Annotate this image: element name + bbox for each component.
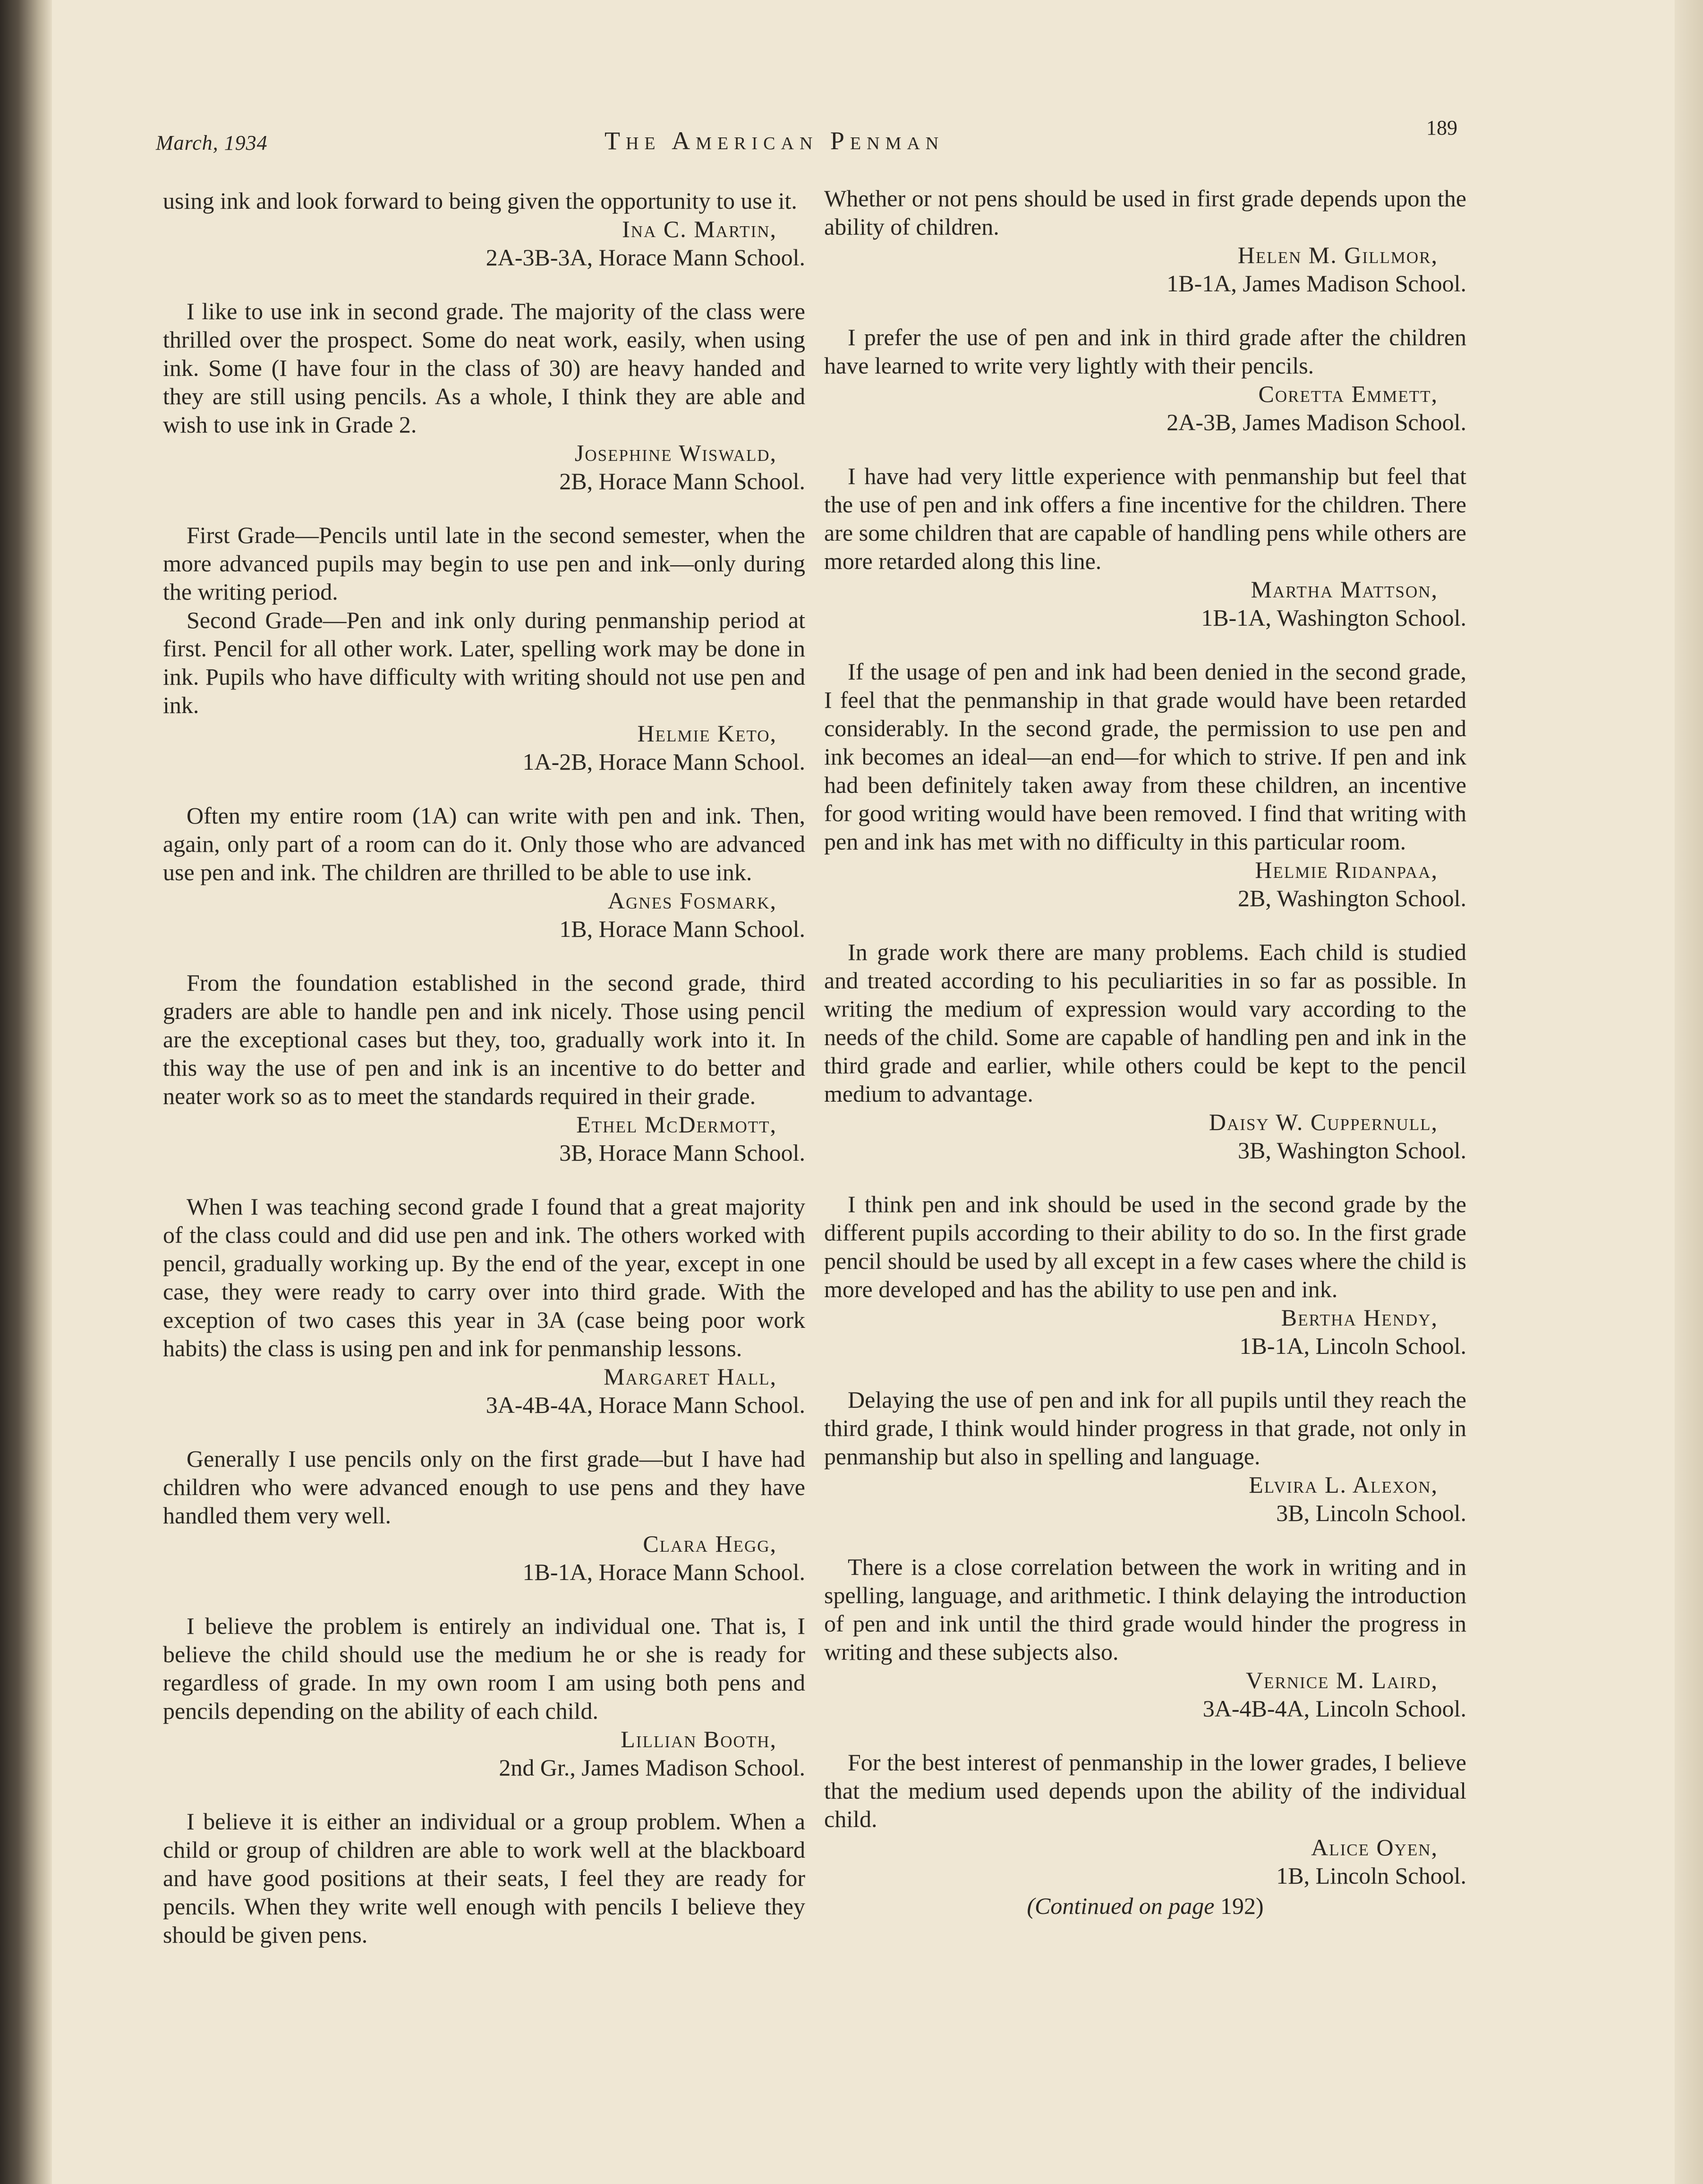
signature	[824, 380, 1466, 436]
letter-entry	[163, 1445, 805, 1586]
letter-body	[163, 521, 805, 719]
paragraph: Second Grade—Pen and ink only during penmanship period at first. Pencil for all other work. Later, spelling work may be done in ink. Pupils who have difficulty with writing should not use pen and ink.	[163, 607, 805, 718]
letter-body	[163, 801, 805, 886]
paragraph: I prefer the use of pen and ink in third grade after the children have learned to write very lightly with their pencils.	[824, 324, 1466, 379]
right-column	[824, 184, 1466, 1920]
author-name: Margaret Hall,	[604, 1363, 777, 1390]
author-school: 3B, Lincoln School.	[1276, 1500, 1466, 1526]
paragraph: Generally I use pencils only on the first grade—but I have had children who were advanced enough to use pens and they have handled them very well.	[163, 1445, 805, 1529]
letter-body	[824, 1190, 1466, 1303]
signature	[163, 1725, 805, 1782]
signature	[824, 1833, 1466, 1890]
author-school: 1B, Lincoln School.	[1276, 1862, 1466, 1889]
continued-notice	[824, 1892, 1466, 1920]
paragraph: From the foundation established in the second grade, third graders are able to handle pen and ink nicely. Those using pencil are the exceptional cases but they, too, gradually work into it. In this way the use of pen and ink is an incentive to do better and neater work so as to meet the standards required in their grade.	[163, 969, 805, 1109]
letter-body	[163, 969, 805, 1110]
letter-body	[163, 1612, 805, 1725]
author-name: Elvira L. Alexon,	[1249, 1471, 1438, 1498]
letter-entry	[824, 323, 1466, 436]
author-name: Lillian Booth,	[621, 1726, 777, 1752]
paragraph: Delaying the use of pen and ink for all pupils until they reach the third grade, I think would hinder progress in that grade, not only in penmanship but also in spelling and language.	[824, 1386, 1466, 1470]
continued-label: (Continued on page	[1027, 1893, 1215, 1919]
letter-body	[824, 1553, 1466, 1666]
letter-body	[824, 184, 1466, 241]
author-name: Vernice M. Laird,	[1245, 1667, 1438, 1693]
paragraph: In grade work there are many problems. Each child is studied and treated according to his peculiarities in so far as possible. In writing the medium of expression would vary according to the needs of the child. Some are capable of handling pen and ink in the third grade and earlier, while others could be kept to the pencil medium to advantage.	[824, 939, 1466, 1107]
signature	[824, 856, 1466, 912]
author-name: Clara Hegg,	[643, 1530, 777, 1557]
paragraph: There is a close correlation between the work in writing and in spelling, language, and arithmetic. I think delaying the introduction of pen and ink until the third grade would hinder the progress in writing and these subjects also.	[824, 1554, 1466, 1665]
signature	[163, 1362, 805, 1419]
letter-entry	[824, 1748, 1466, 1890]
signature	[163, 1530, 805, 1586]
book-binding-shadow	[0, 0, 52, 2184]
signature	[824, 1303, 1466, 1360]
left-column	[163, 187, 805, 1974]
author-name: Bertha Hendy,	[1281, 1304, 1438, 1331]
author-school: 3A-4B-4A, Lincoln School.	[1202, 1695, 1466, 1722]
letter-body	[824, 462, 1466, 575]
author-name: Agnes Fosmark,	[607, 887, 777, 914]
author-school: 3B, Washington School.	[1238, 1137, 1466, 1164]
author-name: Helen M. Gillmor,	[1237, 242, 1438, 268]
author-name: Alice Oyen,	[1311, 1834, 1438, 1861]
letter-body	[163, 187, 805, 215]
signature	[163, 215, 805, 272]
letter-entry	[824, 657, 1466, 912]
letter-body	[824, 1748, 1466, 1833]
author-school: 1B-1A, Horace Mann School.	[522, 1559, 805, 1585]
letter-entry	[163, 521, 805, 776]
author-name: Ina C. Martin,	[622, 216, 777, 242]
signature	[163, 719, 805, 776]
author-school: 1A-2B, Horace Mann School.	[522, 748, 805, 775]
page-edge	[1675, 0, 1703, 2184]
paragraph: I have had very little experience with penmanship but feel that the use of pen and ink offers a fine incentive for the children. There are some children that are capable of handling pens while others are more retarded along this line.	[824, 463, 1466, 574]
letter-body	[824, 938, 1466, 1108]
author-school: 1B-1A, Washington School.	[1201, 604, 1466, 631]
letter-entry	[163, 1807, 805, 1949]
continued-page: 192)	[1220, 1893, 1264, 1919]
author-school: 2B, Horace Mann School.	[559, 468, 805, 494]
author-name: Helmie Keto,	[637, 720, 777, 747]
author-school: 2A-3B, James Madison School.	[1167, 409, 1466, 435]
letter-body	[163, 1807, 805, 1949]
paragraph: Whether or not pens should be used in first grade depends upon the ability of children.	[824, 185, 1466, 240]
paragraph: I like to use ink in second grade. The majority of the class were thrilled over the prospect. Some do neat work, easily, when using ink. Some (I have four in the class of 30) are heavy handed and they are still using pencils. As a whole, I think they are able and wish to use ink in Grade 2.	[163, 298, 805, 438]
page-number: 189	[1426, 116, 1457, 139]
author-school: 2nd Gr., James Madison School.	[499, 1754, 805, 1781]
letter-entry	[824, 184, 1466, 297]
author-school: 2B, Washington School.	[1238, 885, 1466, 911]
author-school: 3A-4B-4A, Horace Mann School.	[485, 1392, 805, 1418]
issue-date: March, 1934	[156, 131, 268, 154]
paragraph: I believe the problem is entirely an individual one. That is, I believe the child should use the medium he or she is ready for regardless of grade. In my own room I am using both pens and pencils depending on the ability of each child.	[163, 1613, 805, 1724]
author-school: 1B, Horace Mann School.	[559, 916, 805, 942]
author-school: 2A-3B-3A, Horace Mann School.	[485, 244, 805, 271]
signature	[824, 1470, 1466, 1527]
signature	[824, 241, 1466, 297]
paragraph: Often my entire room (1A) can write with pen and ink. Then, again, only part of a room can do it. Only those who are advanced use pen and ink. The children are thrilled to be able to use ink.	[163, 802, 805, 885]
letter-entry	[163, 1192, 805, 1419]
letter-body	[163, 1445, 805, 1530]
paragraph: When I was teaching second grade I found that a great majority of the class could and did use pen and ink. The others worked with pencil, gradually working up. By the end of the year, except in one case, they were ready to carry over into third grade. With the exception of two cases this year in 3A (case being poor work habits) the class is using pen and ink for penmanship lessons.	[163, 1193, 805, 1361]
letter-entry	[824, 462, 1466, 632]
letter-body	[824, 1385, 1466, 1470]
letter-entry	[824, 1553, 1466, 1723]
author-name: Coretta Emmett,	[1258, 381, 1438, 407]
letter-entry	[163, 1612, 805, 1782]
letter-body	[824, 323, 1466, 380]
paragraph: using ink and look forward to being given the opportunity to use it.	[163, 187, 797, 214]
author-school: 3B, Horace Mann School.	[559, 1139, 805, 1166]
signature	[163, 1110, 805, 1167]
letter-entry	[163, 801, 805, 943]
paragraph: For the best interest of penmanship in the lower grades, I believe that the medium used depends upon the ability of the individual child.	[824, 1749, 1466, 1832]
paragraph: I believe it is either an individual or a group problem. When a child or group of children are able to work well at the blackboard and have good positions at their seats, I feel they are ready for pencils. When they write well enough with pencils I believe they should be given pens.	[163, 1808, 805, 1948]
author-name: Martha Mattson,	[1251, 576, 1438, 603]
author-name: Daisy W. Cuppernull,	[1209, 1109, 1438, 1135]
journal-title: The American Penman	[605, 127, 945, 155]
author-name: Josephine Wiswald,	[574, 440, 777, 466]
running-header	[156, 116, 1473, 163]
signature	[163, 439, 805, 495]
letter-entry	[824, 938, 1466, 1164]
letter-body	[163, 297, 805, 439]
paragraph: First Grade—Pencils until late in the second semester, when the more advanced pupils may begin to use pen and ink—only during the writing period.	[163, 522, 805, 605]
signature	[824, 575, 1466, 632]
author-school: 1B-1A, James Madison School.	[1167, 270, 1466, 297]
letter-body	[824, 657, 1466, 856]
signature	[824, 1666, 1466, 1723]
letter-entry	[163, 187, 805, 272]
signature	[824, 1108, 1466, 1164]
author-name: Helmie Ridanpaa,	[1255, 857, 1438, 883]
letter-body	[163, 1192, 805, 1362]
letter-entry	[824, 1385, 1466, 1527]
signature	[163, 886, 805, 943]
paragraph: If the usage of pen and ink had been denied in the second grade, I feel that the penmanship in that grade would have been retarded considerably. In the second grade, the permission to use pen and ink becomes an ideal—an end—for which to strive. If pen and ink had been definitely taken away from these children, an incentive for good writing would have been removed. I find that writing with pen and ink has met with no difficulty in this particular room.	[824, 658, 1466, 855]
author-name: Ethel McDermott,	[576, 1111, 777, 1138]
letter-entry	[824, 1190, 1466, 1360]
author-school: 1B-1A, Lincoln School.	[1239, 1333, 1466, 1359]
letter-entry	[163, 969, 805, 1167]
paragraph: I think pen and ink should be used in the second grade by the different pupils according to their ability to do so. In the first grade pencil should be used by all except in a few cases where the child is more developed and has the ability to use pen and ink.	[824, 1191, 1466, 1302]
letter-entry	[163, 297, 805, 495]
